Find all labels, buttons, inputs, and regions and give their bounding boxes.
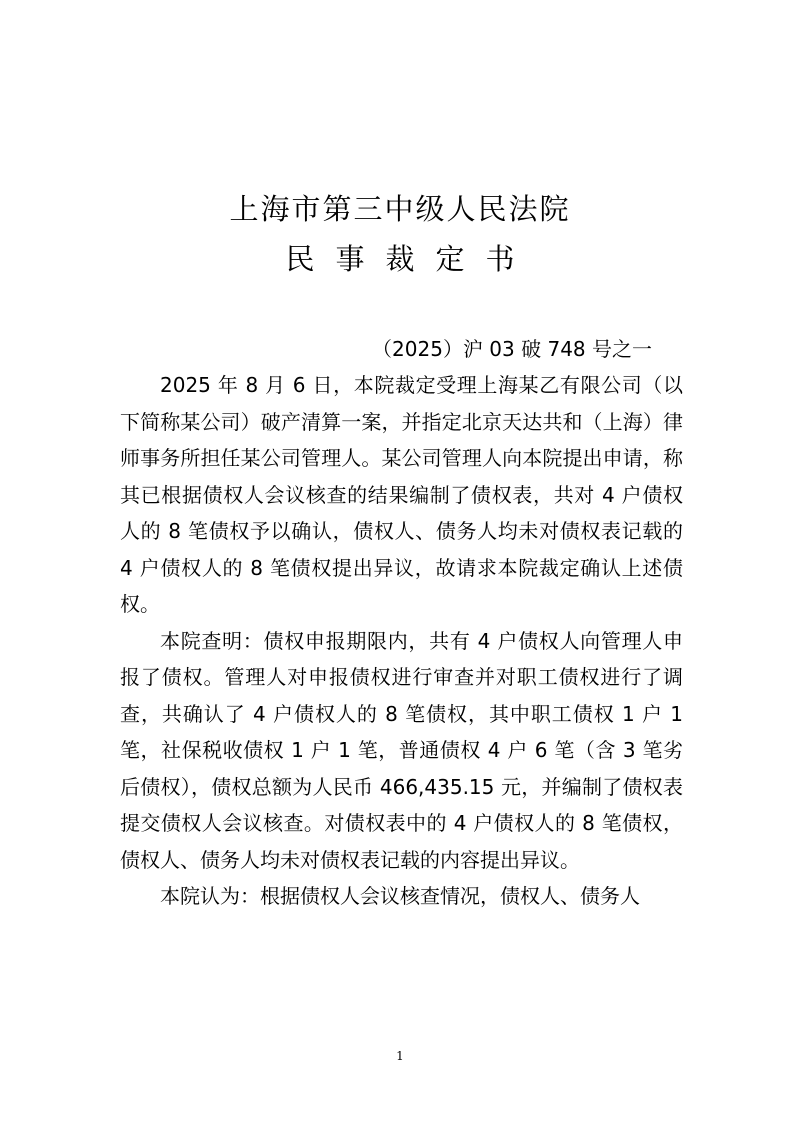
paragraph-reasoning: 本院认为：根据债权人会议核查情况，债权人、债务人	[160, 884, 640, 908]
ruling-body	[120, 367, 683, 915]
page-number: 1	[396, 1049, 404, 1063]
paragraph-background: 2025 年 8 月 6 日，本院裁定受理上海某乙有限公司（以下简称某公司）破产清算一案，并指定北京天达共和（上海）律师事务所担任某公司管理人。某公司管理人向本院提出申请，称其已根据债权人会议核查的结果编制了债权表，共对 4 户债权人的 8 笔债权予以确认，债权人、债务人均未对债权表记载的 4 户债权人的 8 笔债权提出异议，故请求本院裁定确认上述债权。	[120, 373, 683, 616]
court-name: 上海市第三中级人民法院	[229, 192, 571, 226]
paragraph-findings: 本院查明：债权申报期限内，共有 4 户债权人向管理人申报了债权。管理人对申报债权进行审查并对职工债权进行了调查，共确认了 4 户债权人的 8 笔债权，其中职工债权 1 户 1 笔，社保税收债权 1 户 1 笔，普通债权 4 户 6 笔（含 3 笔劣后债权），债权总额为人民币 466,435.15 元，并编制了债权表提交债权人会议核查。对债权表中的 4 户债权人的 8 笔债权，债权人、债务人均未对债权表记载的内容提出异议。	[120, 628, 683, 872]
document-type-title: 民事裁定书	[285, 242, 536, 276]
case-number: （2025）沪 03 破 748 号之一	[372, 337, 652, 361]
